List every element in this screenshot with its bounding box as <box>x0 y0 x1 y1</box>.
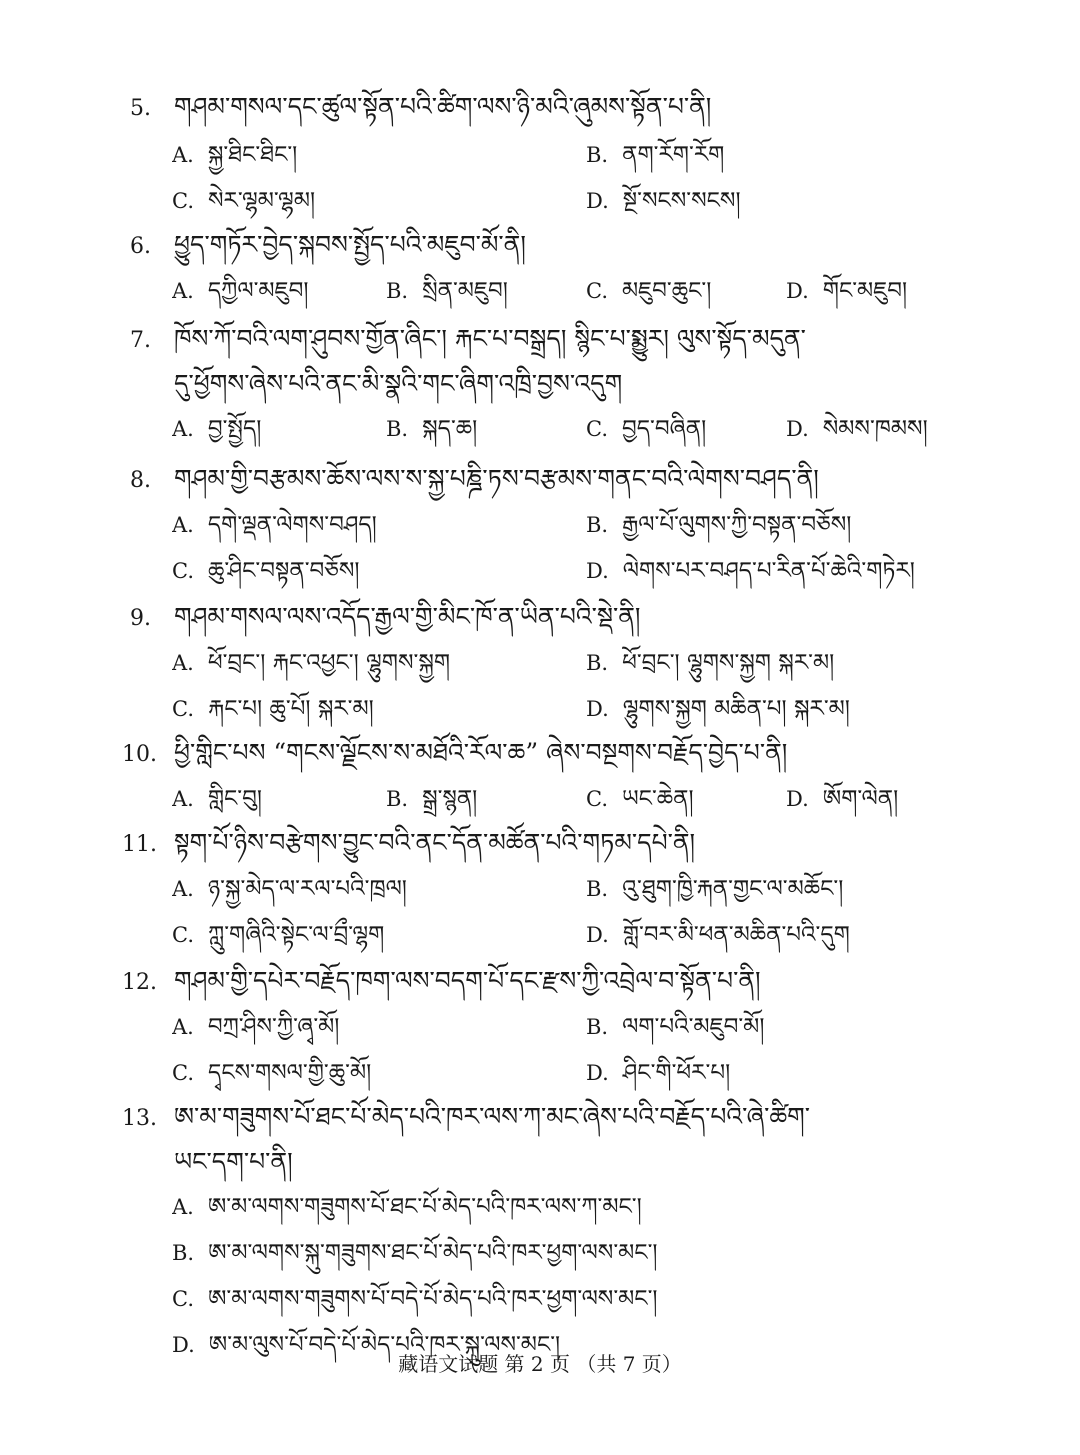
question-13 <box>122 1094 970 1368</box>
question-6 <box>130 222 970 314</box>
option-c: C. སེར་ལྷམ་ལྷམ། <box>172 188 316 214</box>
option-d: D. སྔོ་སངས་སངས། <box>586 188 741 214</box>
question-stem: ཨ་མ་གཟུགས་པོ་ཐང་པོ་མེད་པའི་ཁར་ལས་ཀ་མང་ཞེས་པའི་བརྗོད་པའི་ཞེ་ཚིག་ <box>174 1102 811 1131</box>
question-stem-continued: དུ་ཕྱོགས་ཞེས་པའི་ནང་མི་སྣའི་གང་ཞིག་འཁྲི་བྱས་འདུག <box>174 369 623 398</box>
question-stem-continued: ཡང་དག་པ་ནི། <box>174 1147 293 1176</box>
option-b: B. ལག་པའི་མཇུབ་མོ། <box>586 1014 765 1040</box>
option-b: B. འུ་ཐུག་ཁྱི་རྐན་གྱང་ལ་མཆོང་། <box>586 876 844 902</box>
option-a: A. སྐྱ་ཐིང་ཐིང་། <box>172 142 298 168</box>
question-number: 10. <box>122 742 157 767</box>
option-a: A. ཨ་མ་ལགས་གཟུགས་པོ་ཐང་པོ་མེད་པའི་ཁར་ལས་ཀ་མང་། <box>172 1194 642 1220</box>
question-stem: ཁོས་ཀོ་བའི་ལག་ཤུབས་གྱོན་ཞིང་། རྐང་པ་བསྒྲད། སྙིང་པ་སྨྱུར། ལུས་སྟོད་མདུན་ <box>174 324 806 353</box>
question-number: 8. <box>130 468 151 493</box>
question-stem: གཤམ་གྱི་དཔེར་བརྗོད་ཁག་ལས་བདག་པོ་དང་རྫས་ཀྱི་འབྲེལ་བ་སྟོན་པ་ནི། <box>174 966 761 995</box>
option-a: A. དཀྱིལ་མཇུབ། <box>172 278 309 304</box>
question-8 <box>130 456 970 594</box>
option-a: A. བཀྲ་ཤིས་ཀྱི་ཞྭ་མོ། <box>172 1014 340 1040</box>
question-stem: སྟག་པོ་ཉིས་བརྩེགས་བྱུང་བའི་ནང་དོན་མཚོན་པའི་གཏམ་དཔེ་ནི། <box>174 828 696 857</box>
option-d: D. ཨ་མ་ལུས་པོ་བདེ་པོ་མེད་པའི་ཁར་སྐུ་ལས་མང་། <box>172 1332 561 1358</box>
option-c: C. ཀླུ་གཞིའི་སྟེང་ལ་བྲྀ་ལྷག <box>172 922 385 948</box>
question-number: 12. <box>122 970 157 995</box>
option-b: B. ཕོ་བྲང་། ལྷུགས་སྐྱག སྐར་མ། <box>586 650 835 676</box>
question-stem: གཤམ་གསལ་ལས་འདོད་རྒྱལ་གྱི་མིང་ཁོ་ན་ཡིན་པའི་སྡེ་ནི། <box>174 602 641 631</box>
option-c: C. ཡང་ཆེན། <box>586 786 694 812</box>
option-a: A. ཕོ་བྲང་། རྐང་འཕྱང་། ལྷུགས་སྐྱག <box>172 650 451 676</box>
option-a: A. དགེ་ལྡན་ལེགས་བཤད། <box>172 512 377 538</box>
option-c: C. མཇུབ་ཆུང་། <box>586 278 712 304</box>
question-number: 7. <box>130 328 151 353</box>
option-b: B. སྲིན་མཇུབ། <box>386 278 508 304</box>
question-10 <box>122 730 970 822</box>
option-b: B. སྒྲ་སྙན། <box>386 786 478 812</box>
page-footer: 藏语文试题 第 2 页 （共 7 页） <box>398 1352 682 1376</box>
option-d: D. ལྷུགས་སྐྱག མཆིན་པ། སྐར་མ། <box>586 696 850 722</box>
question-stem: གཤམ་གསལ་དང་ཚུལ་སྟོན་པའི་ཚིག་ལས་ཉི་མའི་ཞུམས་སྟོན་པ་ནི། <box>174 92 712 121</box>
question-7 <box>130 316 970 452</box>
question-number: 6. <box>130 234 151 259</box>
option-d: D. གོང་མཇུབ། <box>786 278 908 304</box>
option-b: B. ཨ་མ་ལགས་སྐུ་གཟུགས་ཐང་པོ་མེད་པའི་ཁར་ཕྱག་ལས་མང་། <box>172 1240 658 1266</box>
option-a: A. བྱ་སྤྱོད། <box>172 416 262 442</box>
option-a: A. གླིང་བུ། <box>172 786 262 812</box>
option-b: B. སྐད་ཆ། <box>386 416 478 442</box>
question-stem: གཤམ་གྱི་བརྩམས་ཆོས་ལས་ས་སྐྱ་པཎྜི་ཏས་བརྩམས་གནང་བའི་ལེགས་བཤད་ནི། <box>174 464 819 493</box>
question-11 <box>122 820 970 958</box>
question-5 <box>130 84 970 224</box>
question-number: 5. <box>130 96 151 121</box>
option-d: D. གློ་བར་མི་ཕན་མཆིན་པའི་དུག <box>586 922 850 948</box>
option-b: B. ནག་རོག་རོག <box>586 142 725 168</box>
question-12 <box>122 958 970 1096</box>
option-c: C. དྭངས་གསལ་གྱི་ཆུ་མོ། <box>172 1060 372 1086</box>
question-number: 13. <box>122 1106 157 1131</box>
option-d: D. ཨོག་ལེན། <box>786 786 899 812</box>
option-c: C. ཆུ་ཤིང་བསྟན་བཅོས། <box>172 558 360 584</box>
question-stem: ཕྱི་གླིང་པས “གངས་ལྗོངས་ས་མཐོའི་རོལ་ཆ” ཞེས་བསྔགས་བརྗོད་བྱེད་པ་ནི། <box>174 738 788 767</box>
option-c: C. བྱད་བཞིན། <box>586 416 707 442</box>
question-number: 11. <box>122 832 157 857</box>
question-stem: ཕྱུད་གཏོར་བྱེད་སྐབས་སྤྱོད་པའི་མཇུབ་མོ་ནི། <box>174 230 526 259</box>
question-number: 9. <box>130 606 151 631</box>
option-d: D. སེམས་ཁམས། <box>786 416 928 442</box>
option-c: C. རྐང་པ། ཆུ་པོ། སྐར་མ། <box>172 696 374 722</box>
option-d: D. ཤིང་གི་ཕོར་པ། <box>586 1060 731 1086</box>
option-d: D. ལེགས་པར་བཤད་པ་རིན་པོ་ཆེའི་གཏེར། <box>586 558 915 584</box>
option-b: B. རྒྱལ་པོ་ལུགས་ཀྱི་བསྟན་བཅོས། <box>586 512 852 538</box>
option-a: A. ཉ་སྐྱ་མེད་ལ་རལ་པའི་ཁྲལ། <box>172 876 407 902</box>
option-c: C. ཨ་མ་ལགས་གཟུགས་པོ་བདེ་པོ་མེད་པའི་ཁར་ཕྱག་ལས་མང་། <box>172 1286 658 1312</box>
question-9 <box>130 594 970 732</box>
